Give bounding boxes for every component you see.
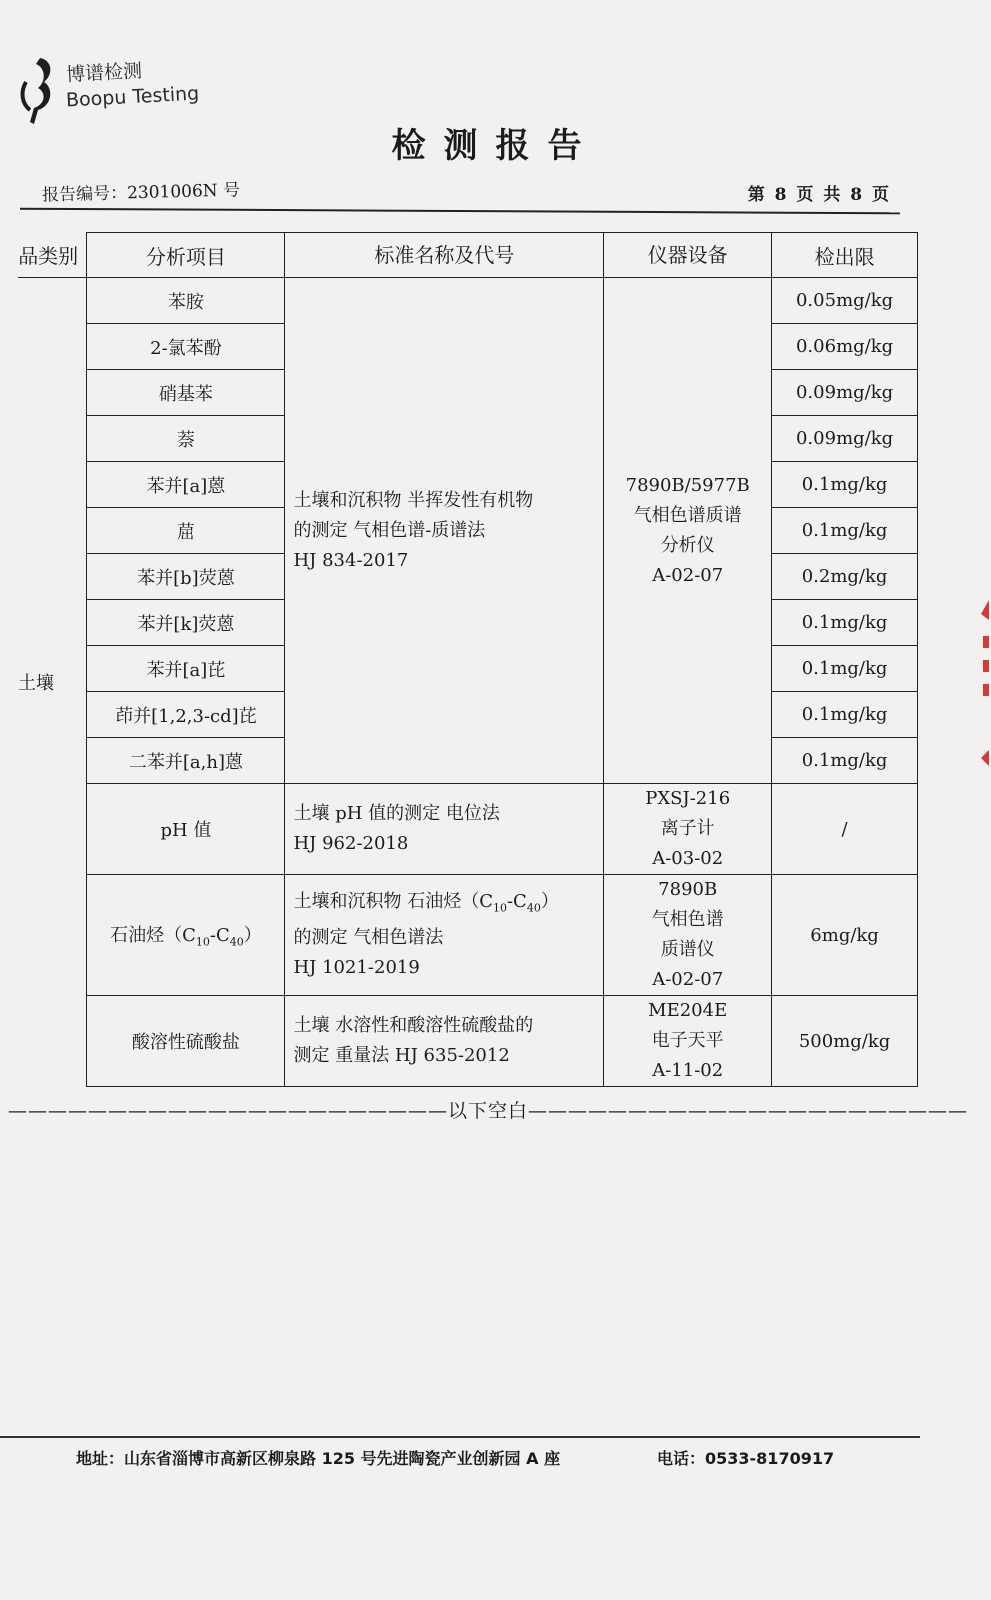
instrument-line: 气相色谱 (651, 909, 724, 930)
results-table (18, 232, 918, 1087)
instrument-cell (604, 278, 772, 784)
instrument-line: A-02-07 (652, 564, 724, 586)
instrument-line: ME204E (648, 1000, 728, 1021)
item-cell: 硝基苯 (87, 370, 285, 416)
limit-cell: 500mg/kg (772, 996, 918, 1087)
category-cell: 土壤 (18, 278, 87, 1087)
report-number: 报告编号：2301006N 号 (41, 180, 241, 206)
standard-line: 的测定 气相色谱-质谱法 (293, 519, 486, 541)
limit-cell: 0.2mg/kg (772, 554, 918, 600)
header-category: 品类别 (18, 233, 87, 278)
item-cell: 䓛 (87, 508, 285, 554)
document-title: 检测报告 (391, 126, 600, 166)
limit-cell: / (772, 784, 918, 875)
instrument-line: A-02-07 (652, 969, 724, 990)
standard-line: 测定 重量法 HJ 635-2012 (293, 1045, 510, 1066)
stamp-edge-icon (977, 600, 991, 770)
instrument-line: A-11-02 (652, 1060, 724, 1081)
item-cell: pH 值 (87, 784, 285, 875)
table-row-sulfate (18, 996, 918, 1087)
standard-line: 土壤 pH 值的测定 电位法 (293, 803, 500, 824)
table-row (18, 278, 918, 324)
standard-text: -C (506, 890, 527, 912)
instrument-line: 离子计 (660, 818, 715, 839)
item-cell: 苯并[k]荧蒽 (87, 600, 285, 646)
standard-line: 土壤和沉积物 半挥发性有机物 (293, 489, 534, 511)
table-header-row (18, 233, 918, 278)
header-limit: 检出限 (772, 233, 918, 278)
standard-cell (285, 784, 604, 875)
limit-cell: 0.06mg/kg (772, 324, 918, 370)
instrument-line: 分析仪 (660, 534, 715, 556)
header-item: 分析项目 (87, 233, 285, 278)
instrument-line: PXSJ-216 (645, 788, 731, 809)
subscript: 40 (526, 901, 541, 915)
limit-cell: 6mg/kg (772, 875, 918, 996)
limit-cell: 0.09mg/kg (772, 370, 918, 416)
standard-cell (285, 996, 604, 1087)
standard-text: ） (540, 890, 559, 912)
item-cell (87, 875, 285, 996)
item-cell: 苯并[a]芘 (87, 646, 285, 692)
instrument-line: 7890B (658, 879, 718, 900)
limit-cell: 0.05mg/kg (772, 278, 918, 324)
item-cell: 苯并[a]蒽 (87, 462, 285, 508)
item-cell: 2-氯苯酚 (87, 324, 285, 370)
standard-cell (285, 278, 604, 784)
standard-line: HJ 834-2017 (293, 549, 409, 571)
standard-line (293, 887, 595, 924)
logo-text-en: Boopu Testing (65, 82, 200, 112)
standard-line: 土壤 水溶性和酸溶性硫酸盐的 (293, 1015, 534, 1036)
standard-cell (285, 875, 604, 996)
subscript: 10 (195, 935, 210, 949)
limit-cell: 0.1mg/kg (772, 646, 918, 692)
limit-cell: 0.1mg/kg (772, 738, 918, 784)
instrument-line: 7890B/5977B (625, 474, 750, 496)
limit-cell: 0.09mg/kg (772, 416, 918, 462)
limit-cell: 0.1mg/kg (772, 462, 918, 508)
header-instrument: 仪器设备 (604, 233, 772, 278)
header-divider (20, 208, 900, 215)
item-cell: 茚并[1,2,3-cd]芘 (87, 692, 285, 738)
standard-line: HJ 962-2018 (293, 833, 409, 854)
footer-phone: 电话：0533-8170917 (657, 1449, 835, 1468)
limit-cell: 0.1mg/kg (772, 508, 918, 554)
limit-cell: 0.1mg/kg (772, 692, 918, 738)
limit-cell: 0.1mg/kg (772, 600, 918, 646)
end-of-content-marker: ——————————————————————以下空白—————————————————————— (8, 1100, 969, 1122)
item-text: -C (209, 925, 230, 947)
logo-text-cn: 博谱检测 (65, 60, 143, 86)
instrument-cell (604, 996, 772, 1087)
page-indicator: 第 8 页 共 8 页 (747, 185, 891, 205)
item-text: ） (243, 925, 262, 947)
subscript: 10 (492, 901, 507, 915)
item-cell: 二苯并[a,h]蒽 (87, 738, 285, 784)
item-text: 石油烃（C (110, 925, 196, 947)
item-cell: 酸溶性硫酸盐 (87, 996, 285, 1087)
header-standard: 标准名称及代号 (285, 233, 604, 278)
standard-line: 的测定 气相色谱法 (293, 927, 444, 949)
instrument-line: 质谱仪 (660, 939, 715, 960)
instrument-line: 气相色谱质谱 (633, 504, 742, 526)
standard-line: HJ 1021-2019 (293, 957, 420, 979)
subscript: 40 (229, 935, 244, 949)
standard-text: 土壤和沉积物 石油烃（C (293, 890, 493, 912)
table-row-ph (18, 784, 918, 875)
footer-divider (0, 1436, 920, 1438)
item-cell: 萘 (87, 416, 285, 462)
instrument-line: A-03-02 (652, 848, 724, 869)
table-row-petroleum (18, 875, 918, 996)
footer-address: 地址：山东省淄博市高新区柳泉路 125 号先进陶瓷产业创新园 A 座 (76, 1449, 561, 1468)
instrument-cell (604, 784, 772, 875)
instrument-line: 电子天平 (651, 1030, 724, 1051)
item-cell: 苯胺 (87, 278, 285, 324)
item-cell: 苯并[b]荧蒽 (87, 554, 285, 600)
instrument-cell (604, 875, 772, 996)
